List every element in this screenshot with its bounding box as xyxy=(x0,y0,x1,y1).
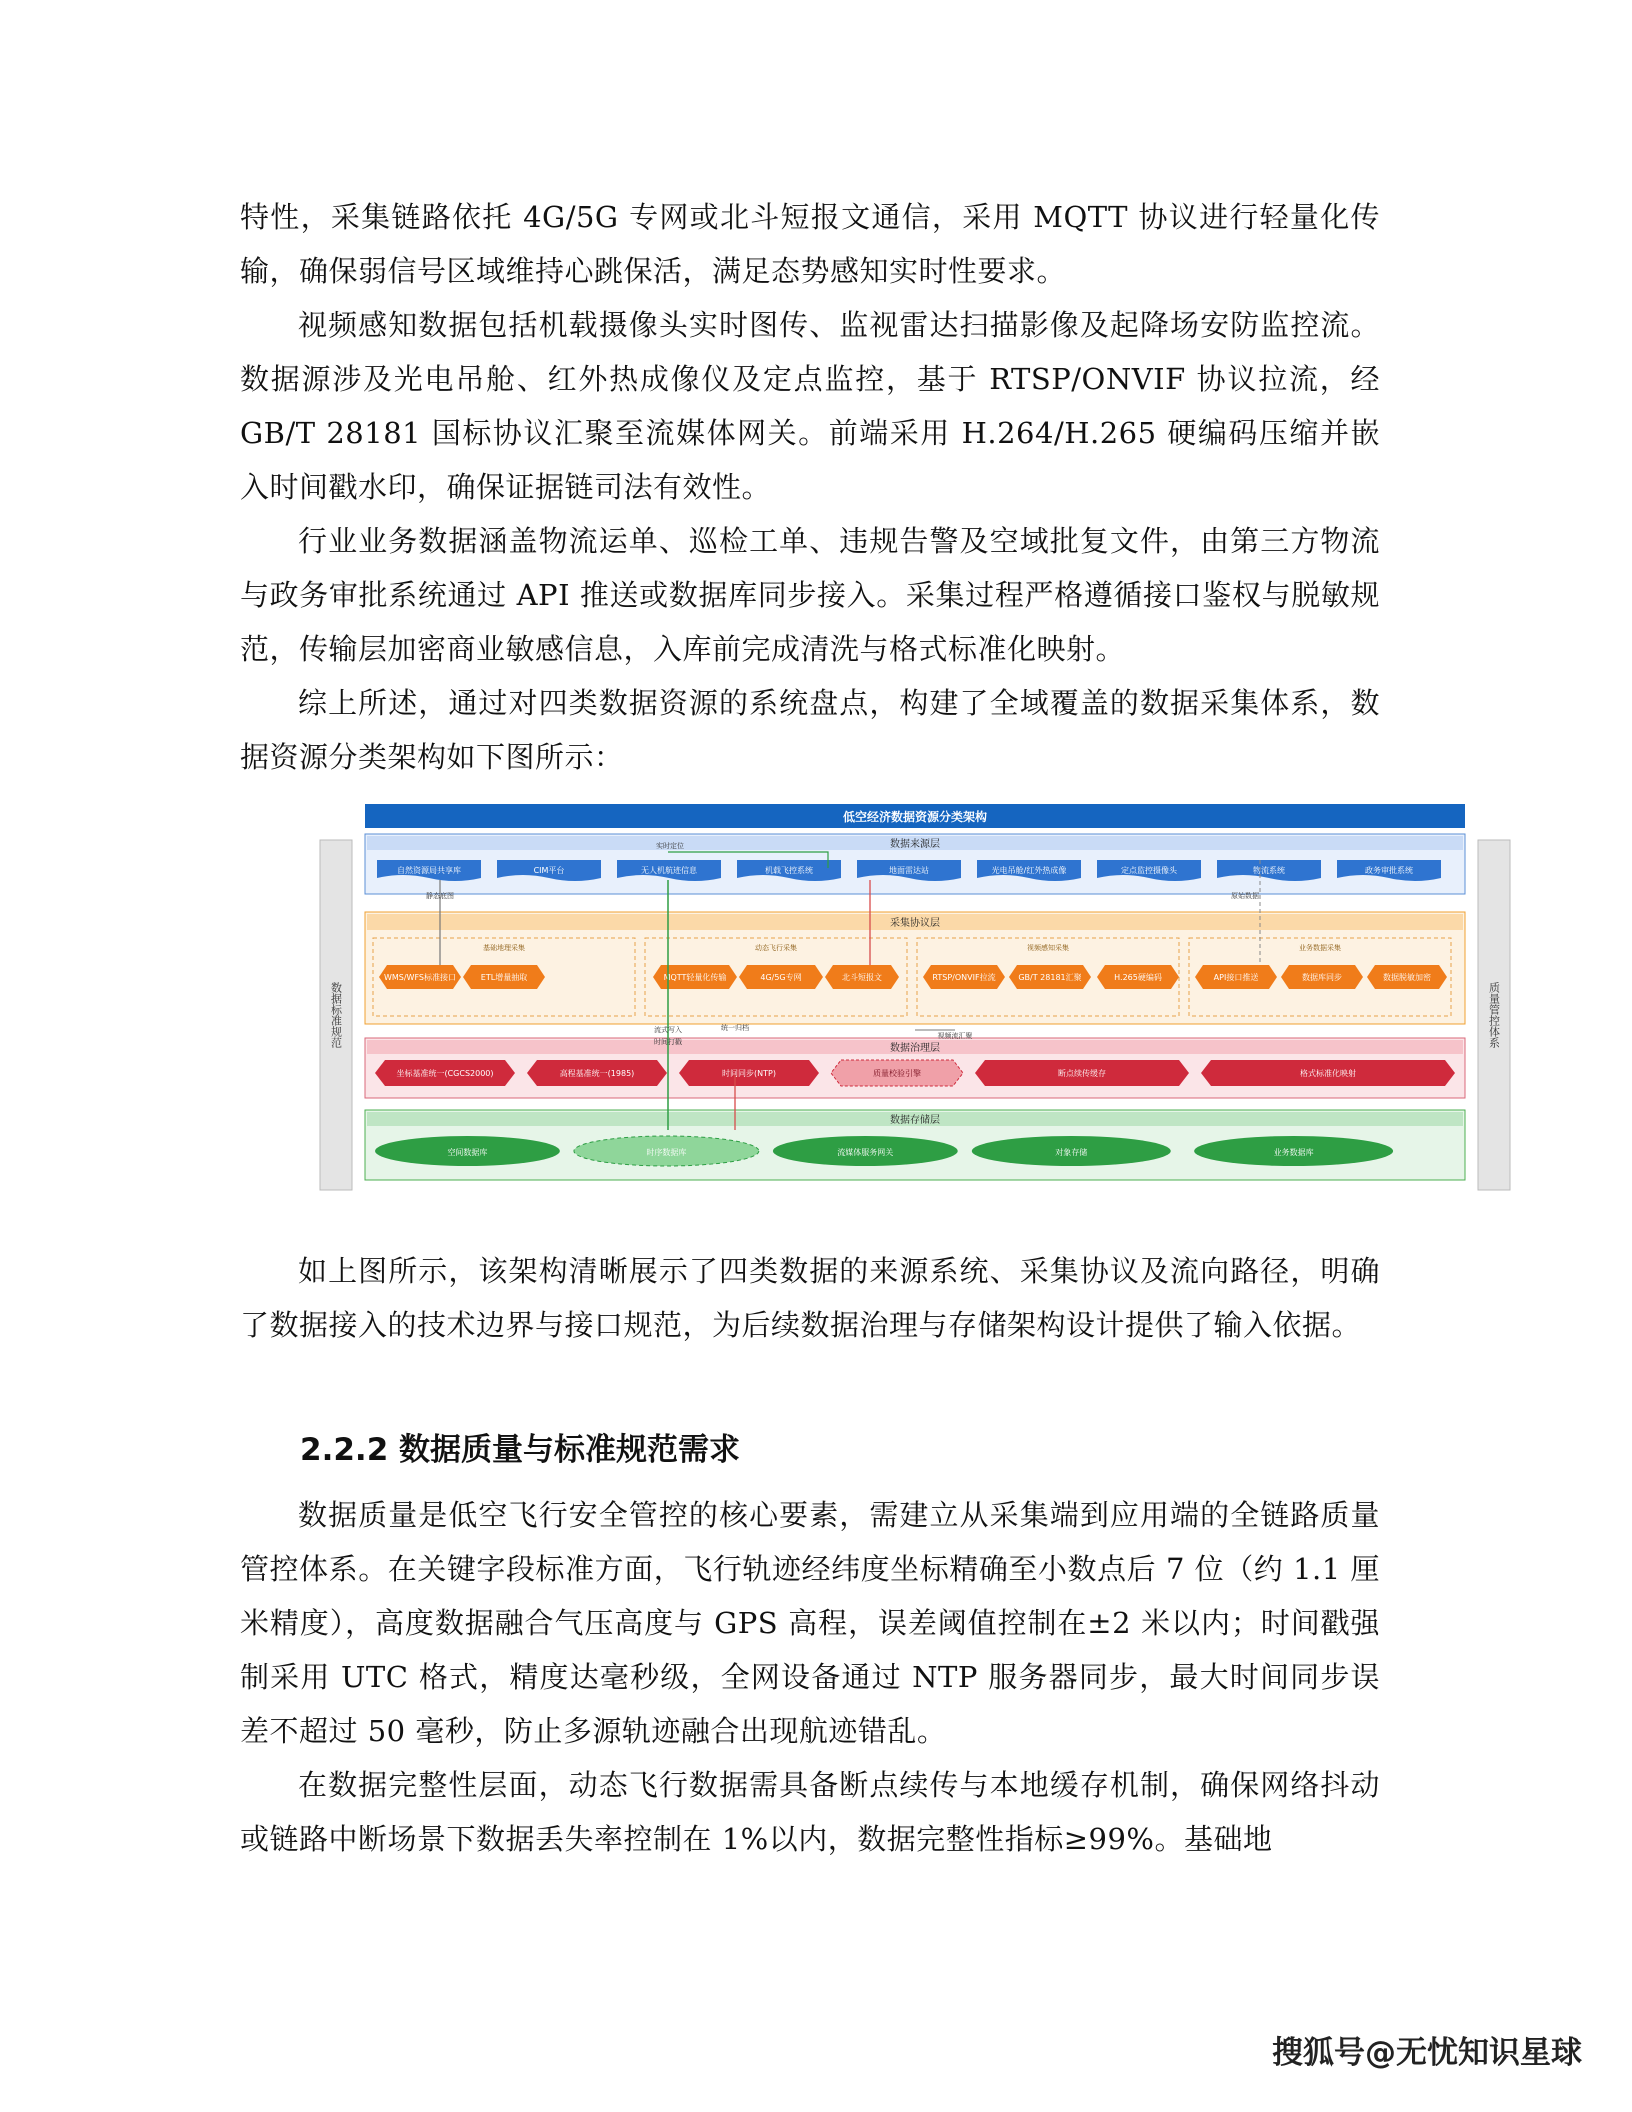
protocol-item: ETL增量抽取 xyxy=(480,973,528,982)
source-layer-title: 数据来源层 xyxy=(890,839,940,850)
right-side-label: 质量管控体系 xyxy=(1487,982,1501,1048)
paragraph-4: 综上所述，通过对四类数据资源的系统盘点，构建了全域覆盖的数据采集体系，数据资源分类架构如下图所示： xyxy=(240,686,1380,774)
protocol-group-label: 动态飞行采集 xyxy=(755,944,797,952)
flow-label: 静态底图 xyxy=(426,892,454,900)
footer-watermark: 搜狐号@无忧知识星球 xyxy=(1272,2035,1582,2071)
protocol-group-label: 业务数据采集 xyxy=(1299,944,1341,952)
governance-item: 时间同步(NTP) xyxy=(722,1069,776,1078)
source-item: 光电吊舱/红外热成像 xyxy=(991,866,1067,875)
paragraph-5: 如上图所示，该架构清晰展示了四类数据的来源系统、采集协议及流向路径，明确了数据接入的技术边界与接口规范，为后续数据治理与存储架构设计提供了输入依据。 xyxy=(240,1254,1380,1342)
storage-item: 对象存储 xyxy=(1055,1148,1088,1157)
protocol-group-label: 基础地理采集 xyxy=(483,944,525,952)
flow-label: 时间打戳 xyxy=(654,1038,682,1046)
source-item: 政务审批系统 xyxy=(1365,866,1413,875)
source-item: 无人机航迹信息 xyxy=(641,866,697,875)
source-item: 机载飞控系统 xyxy=(765,866,813,875)
left-side-label: 数据标准规范 xyxy=(329,982,343,1048)
governance-item: 断点续传缓存 xyxy=(1058,1069,1106,1078)
flow-label: 原始数据 xyxy=(1231,892,1259,900)
protocol-item: 数据脱敏加密 xyxy=(1383,973,1431,982)
governance-item: 质量校验引擎 xyxy=(873,1069,921,1078)
source-item: 定点监控摄像头 xyxy=(1121,866,1177,875)
protocol-item: 4G/5G专网 xyxy=(760,973,802,982)
source-item: 地面雷达站 xyxy=(889,866,929,875)
paragraph-2: 视频感知数据包括机载摄像头实时图传、监视雷达扫描影像及起降场安防监控流。数据源涉及光电吊舱、红外热成像仪及定点监控，基于 RTSP/ONVIF 协议拉流，经 GB/T 28181 国标协议汇聚至流媒体网关。前端采用 H.264/H.265 硬编码压缩并嵌入时间戳水印，确保证据链司法有效性。 xyxy=(240,308,1380,504)
governance-layer-title: 数据治理层 xyxy=(890,1043,940,1054)
governance-item: 坐标基准统一(CGCS2000) xyxy=(396,1069,494,1078)
paragraph-6: 数据质量是低空飞行安全管控的核心要素，需建立从采集端到应用端的全链路质量管控体系。在关键字段标准方面，飞行轨迹经纬度坐标精确至小数点后 7 位（约 1.1 厘米精度），高度数据融合气压高度与 GPS 高程，误差阈值控制在±2 米以内；时间戳强制采用 UTC 格式，精度达毫秒级，全网设备通过 NTP 服务器同步，最大时间同步误差不超过 50 毫秒，防止多源轨迹融合出现航迹错乱。 xyxy=(240,1498,1380,1748)
flow-label: 视频流汇聚 xyxy=(937,1032,973,1040)
storage-item: 时序数据库 xyxy=(646,1148,687,1157)
storage-item: 流媒体服务网关 xyxy=(837,1148,894,1157)
source-item: 自然资源局共享库 xyxy=(397,866,461,875)
storage-layer-title: 数据存储层 xyxy=(890,1115,940,1126)
protocol-item: 数据库同步 xyxy=(1302,973,1342,982)
protocol-item: GB/T 28181汇聚 xyxy=(1018,973,1082,982)
storage-item: 业务数据库 xyxy=(1273,1148,1314,1157)
protocol-item: H.265硬编码 xyxy=(1114,973,1162,982)
governance-item: 高程基准统一(1985) xyxy=(559,1069,635,1078)
architecture-diagram xyxy=(315,800,1515,1200)
section-heading: 2.2.2 数据质量与标准规范需求 xyxy=(300,1432,741,1468)
protocol-item: RTSP/ONVIF拉流 xyxy=(932,973,996,982)
protocol-group-label: 视频感知采集 xyxy=(1027,944,1069,952)
diagram-title: 低空经济数据资源分类架构 xyxy=(842,810,988,824)
protocol-item: API接口推送 xyxy=(1213,973,1259,982)
protocol-item: MQTT轻量化传输 xyxy=(663,973,727,982)
governance-item: 格式标准化映射 xyxy=(1300,1069,1356,1078)
protocol-layer-title: 采集协议层 xyxy=(890,918,940,929)
protocol-item: 北斗短报文 xyxy=(842,973,882,982)
paragraph-1: 特性，采集链路依托 4G/5G 专网或北斗短报文通信，采用 MQTT 协议进行轻量化传输，确保弱信号区域维持心跳保活，满足态势感知实时性要求。 xyxy=(240,200,1380,288)
paragraph-7: 在数据完整性层面，动态飞行数据需具备断点续传与本地缓存机制，确保网络抖动或链路中断场景下数据丢失率控制在 1%以内，数据完整性指标≥99%。基础地 xyxy=(240,1768,1380,1856)
flow-label: 统一归档 xyxy=(721,1024,749,1032)
paragraph-3: 行业业务数据涵盖物流运单、巡检工单、违规告警及空域批复文件，由第三方物流与政务审批系统通过 API 推送或数据库同步接入。采集过程严格遵循接口鉴权与脱敏规范，传输层加密商业敏感信息，入库前完成清洗与格式标准化映射。 xyxy=(240,524,1380,666)
flow-label: 实时定位 xyxy=(656,842,684,850)
protocol-item: WMS/WFS标准接口 xyxy=(383,973,457,982)
source-item: 物流系统 xyxy=(1253,866,1285,875)
flow-label: 流式写入 xyxy=(654,1026,682,1034)
storage-item: 空间数据库 xyxy=(447,1148,488,1157)
source-item: CIM平台 xyxy=(533,866,565,875)
